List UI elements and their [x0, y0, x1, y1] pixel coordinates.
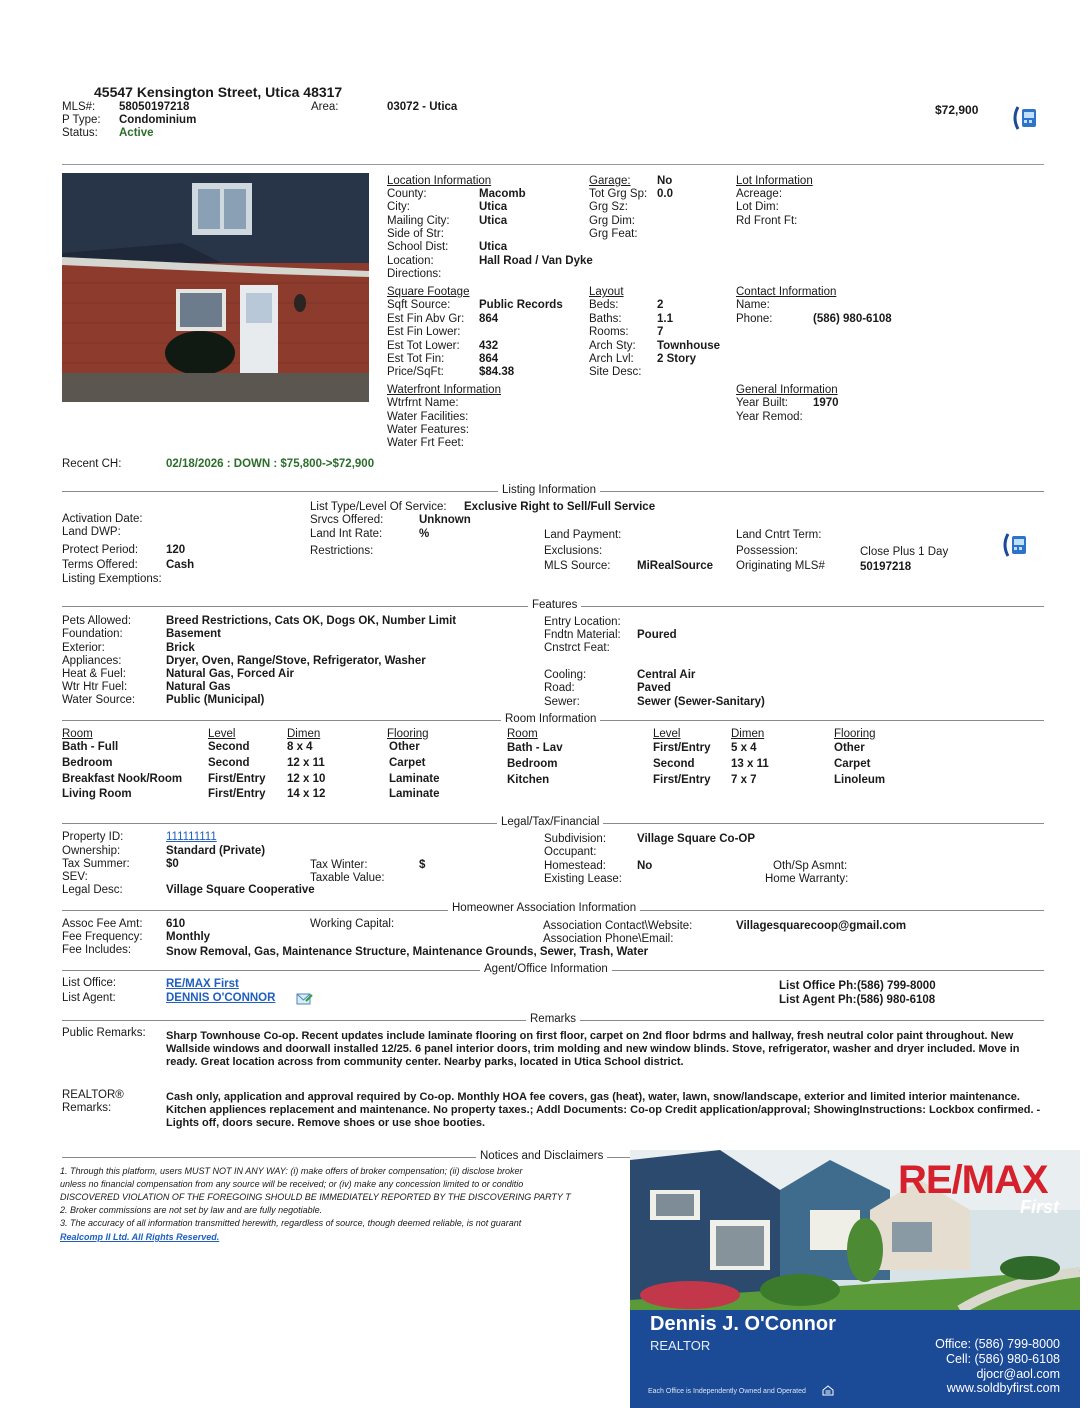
directions-label: Directions:	[387, 268, 442, 280]
land-payment-label: Land Payment:	[544, 529, 622, 541]
subdivision-value: Village Square Co-OP	[637, 833, 756, 845]
mailing-city-value: Utica	[479, 215, 508, 227]
wtr-htr-label: Wtr Htr Fuel:	[62, 681, 128, 693]
card-agent-name: Dennis J. O'Connor	[650, 1313, 836, 1335]
exterior-value: Brick	[166, 642, 195, 654]
mls-logo-icon	[1010, 103, 1040, 133]
recent-ch-label: Recent CH:	[62, 458, 122, 470]
appliances-value: Dryer, Oven, Range/Stove, Refrigerator, Washer	[166, 655, 426, 667]
assoc-contact-label: Association Contact\Website:	[543, 920, 693, 932]
wtr-htr-value: Natural Gas	[166, 681, 231, 693]
card-cell-phone: Cell: (586) 980-6108	[946, 1352, 1060, 1366]
water-source-label: Water Source:	[62, 694, 136, 706]
sewer-value: Sewer (Sewer-Sanitary)	[637, 696, 765, 708]
notice-line: 2. Broker commissions are not set by law and are fully negotiable.	[60, 1205, 323, 1215]
room-level: First/Entry	[653, 742, 711, 754]
room-dimen: 12 x 11	[287, 757, 325, 769]
card-website: www.soldbyfirst.com	[946, 1381, 1060, 1395]
terms-value: Cash	[166, 559, 195, 571]
price: $72,900	[935, 103, 979, 117]
room-name: Bath - Lav	[507, 742, 563, 754]
notices-section-title: Notices and Disclaimers	[476, 1150, 607, 1162]
side-of-str-label: Side of Str:	[387, 228, 444, 240]
notice-line: DISCOVERED VIOLATION OF THE FOREGOING SHOULD BE IMMEDIATELY REPORTED BY THE DISCOVERING PARTY T	[60, 1192, 571, 1202]
year-built-value: 1970	[813, 397, 839, 409]
land-cntrt-label: Land Cntrt Term:	[736, 529, 822, 541]
room-level: Second	[208, 757, 250, 769]
business-card	[630, 1150, 1080, 1408]
est-tot-lower-value: 432	[479, 340, 499, 352]
possession-label: Possession:	[736, 545, 799, 557]
room-flooring: Carpet	[389, 757, 426, 769]
lot-title: Lot Information	[736, 175, 813, 187]
room-name: Bath - Full	[62, 741, 119, 753]
mls-label: MLS#:	[62, 101, 96, 113]
level-header: Level	[208, 728, 236, 740]
ownership-label: Ownership:	[62, 845, 121, 857]
srvcs-label: Srvcs Offered:	[310, 514, 384, 526]
homestead-label: Homestead:	[544, 860, 607, 872]
srvcs-value: Unknown	[419, 514, 471, 526]
flooring-header-2: Flooring	[834, 728, 876, 740]
pets-value: Breed Restrictions, Cats OK, Dogs OK, Number Limit	[166, 615, 457, 627]
water-features-label: Water Features:	[387, 424, 470, 436]
room-header-2: Room	[507, 728, 538, 740]
area-value: 03072 - Utica	[387, 101, 458, 113]
road-value: Paved	[637, 682, 671, 694]
room-dimen: 13 x 11	[731, 758, 769, 770]
est-fin-lower-label: Est Fin Lower:	[387, 326, 461, 338]
taxable-value-label: Taxable Value:	[310, 872, 385, 884]
ownership-value: Standard (Private)	[166, 845, 266, 857]
room-level: First/Entry	[208, 773, 266, 785]
card-office-phone: Office: (586) 799-8000	[935, 1337, 1060, 1351]
room-flooring: Carpet	[834, 758, 871, 770]
appliances-label: Appliances:	[62, 655, 122, 667]
assoc-contact-value: Villagesquarecoop@gmail.com	[736, 920, 907, 932]
remarks-section-title: Remarks	[526, 1013, 580, 1025]
exterior-label: Exterior:	[62, 642, 105, 654]
realtor-remarks-text: Cash only, application and approval required by Co-op. Monthly HOA fee covers, gas (heat), water, lawn, snow/landscape, exterior and limited interior maintenance. Kitchen appliences replacement and maintenance. No property taxes.; Addl Documents: Co-op Credit application/approval; ShowingInstructions: Lockbox confirmed. - Lights off, doors secure. Remove shoes or use shoe booties.	[166, 1091, 1041, 1129]
site-desc-label: Site Desc:	[589, 366, 642, 378]
heat-fuel-label: Heat & Fuel:	[62, 668, 126, 680]
room-dimen: 5 x 4	[731, 742, 757, 754]
tot-grg-label: Tot Grg Sp:	[589, 188, 648, 200]
fndtn-material-label: Fndtn Material:	[544, 629, 621, 641]
public-remarks-label: Public Remarks:	[62, 1027, 146, 1039]
price-sqft-value: $84.38	[479, 366, 515, 378]
garage-label: Garage:	[589, 175, 631, 187]
tax-summer-label: Tax Summer:	[62, 858, 130, 870]
legal-desc-value: Village Square Cooperative	[166, 884, 315, 896]
exemptions-label: Listing Exemptions:	[62, 573, 162, 585]
land-int-rate-value: %	[419, 528, 430, 540]
room-dimen: 7 x 7	[731, 774, 757, 786]
arch-sty-label: Arch Sty:	[589, 340, 636, 352]
tax-summer-value: $0	[166, 858, 179, 870]
assoc-fee-label: Assoc Fee Amt:	[62, 918, 143, 930]
realtor-remarks-label: REALTOR® Remarks:	[62, 1089, 124, 1114]
exclusions-label: Exclusions:	[544, 545, 603, 557]
room-dimen: 14 x 12	[287, 788, 326, 800]
water-frt-feet-label: Water Frt Feet:	[387, 437, 464, 449]
general-title: General Information	[736, 384, 838, 396]
room-level: Second	[208, 741, 250, 753]
room-name: Bedroom	[62, 757, 113, 769]
tax-winter-label: Tax Winter:	[310, 859, 368, 871]
list-office-label: List Office:	[62, 977, 117, 989]
mls-logo-icon-2	[1000, 530, 1030, 560]
dimen-header-2: Dimen	[731, 728, 765, 740]
card-footer-text: Each Office is Independently Owned and Operated	[648, 1388, 806, 1395]
working-capital-label: Working Capital:	[310, 918, 395, 930]
school-dist-value: Utica	[479, 241, 508, 253]
copyright-link[interactable]: Realcomp II Ltd. All Rights Reserved.	[60, 1232, 220, 1242]
header-divider	[62, 164, 1044, 165]
sqft-source-value: Public Records	[479, 299, 563, 311]
originating-mls-label: Originating MLS#	[736, 560, 825, 572]
grg-sz-label: Grg Sz:	[589, 201, 628, 213]
occupant-label: Occupant:	[544, 846, 597, 858]
status-value: Active	[119, 127, 154, 139]
public-remarks-text: Sharp Townhouse Co-op. Recent updates include laminate flooring on first floor, carpet on 2nd floor bdrms and hallway, fresh neutral color paint throughout. New Wallside windows and doorwall installed 12/25. 6 panel interior doors, trim molding and new window blinds. Stove, refrigerator, washer and dryer included. Move in ready. Great location across from community center. Nearby parks, located in Utica School district.	[166, 1030, 1020, 1068]
agent-phone: List Agent Ph:(586) 980-6108	[779, 994, 936, 1006]
water-facilities-label: Water Facilities:	[387, 411, 469, 423]
notices-block	[60, 1165, 628, 1255]
notice-line: unless no financial compensation from any source will be received; or (iv) make any concession limited to or conditio	[60, 1179, 524, 1189]
restrictions-label: Restrictions:	[310, 545, 374, 557]
list-office-link[interactable]: RE/MAX First	[166, 978, 239, 990]
school-dist-label: School Dist:	[387, 241, 449, 253]
activation-label: Activation Date:	[62, 513, 143, 525]
assoc-phone-label: Association Phone\Email:	[543, 933, 674, 945]
est-tot-lower-label: Est Tot Lower:	[387, 340, 460, 352]
county-label: County:	[387, 188, 427, 200]
home-warranty-label: Home Warranty:	[765, 873, 849, 885]
cooling-label: Cooling:	[544, 669, 587, 681]
road-label: Road:	[544, 682, 575, 694]
contact-title: Contact Information	[736, 286, 837, 298]
year-built-label: Year Built:	[736, 397, 788, 409]
room-name: Breakfast Nook/Room	[62, 773, 183, 785]
location-value: Hall Road / Van Dyke	[479, 255, 593, 267]
cnstrct-feat-label: Cnstrct Feat:	[544, 642, 610, 654]
waterfront-title: Waterfront Information	[387, 384, 501, 396]
arch-lvl-label: Arch Lvl:	[589, 353, 634, 365]
fee-frequency-label: Fee Frequency:	[62, 931, 143, 943]
homestead-value: No	[637, 860, 653, 872]
room-flooring: Laminate	[389, 788, 440, 800]
water-source-value: Public (Municipal)	[166, 694, 265, 706]
contact-phone-value: (586) 980-6108	[813, 313, 892, 325]
lot-dim-label: Lot Dim:	[736, 201, 779, 213]
est-tot-fin-value: 864	[479, 353, 499, 365]
list-type-value: Exclusive Right to Sell/Full Service	[464, 501, 656, 513]
card-email: djocr@aol.com	[976, 1367, 1060, 1381]
location-label: Location:	[387, 255, 434, 267]
agent-section-title: Agent/Office Information	[480, 963, 612, 975]
list-agent-label: List Agent:	[62, 992, 116, 1004]
room-name: Kitchen	[507, 774, 550, 786]
est-tot-fin-label: Est Tot Fin:	[387, 353, 445, 365]
assoc-fee-value: 610	[166, 918, 186, 930]
sev-label: SEV:	[62, 871, 88, 883]
grg-feat-label: Grg Feat:	[589, 228, 638, 240]
room-flooring: Linoleum	[834, 774, 886, 786]
garage-value: No	[657, 175, 673, 187]
rooms-value: 7	[657, 326, 664, 338]
tax-winter-value: $	[419, 859, 426, 871]
room-dimen: 8 x 4	[287, 741, 313, 753]
card-agent-role: REALTOR	[650, 1338, 711, 1353]
acreage-label: Acreage:	[736, 188, 783, 200]
listing-address: 45547 Kensington Street, Utica 48317	[94, 84, 343, 100]
fee-includes-value: Snow Removal, Gas, Maintenance Structure, Maintenance Grounds, Sewer, Trash, Water	[166, 946, 649, 958]
baths-label: Baths:	[589, 313, 622, 325]
foundation-label: Foundation:	[62, 628, 123, 640]
room-name: Bedroom	[507, 758, 558, 770]
ptype-value: Condominium	[119, 114, 197, 126]
mailing-city-label: Mailing City:	[387, 215, 450, 227]
listing-section-title: Listing Information	[498, 484, 600, 496]
sewer-label: Sewer:	[544, 696, 580, 708]
city-label: City:	[387, 201, 410, 213]
subdivision-label: Subdivision:	[544, 833, 607, 845]
possession-value: Close Plus 1 Day	[860, 546, 949, 558]
room-level: Second	[653, 758, 695, 770]
property-photo	[62, 173, 369, 402]
equal-housing-icon	[822, 1385, 834, 1396]
price-sqft-label: Price/SqFt:	[387, 366, 444, 378]
city-value: Utica	[479, 201, 508, 213]
wtrfrnt-name-label: Wtrfrnt Name:	[387, 397, 459, 409]
mls-value: 58050197218	[119, 101, 190, 113]
area-label: Area:	[311, 101, 339, 113]
dimen-header: Dimen	[287, 728, 321, 740]
rooms-label: Rooms:	[589, 326, 629, 338]
ptype-label: P Type:	[62, 114, 101, 126]
beds-value: 2	[657, 299, 664, 311]
fee-includes-label: Fee Includes:	[62, 944, 132, 956]
cooling-value: Central Air	[637, 669, 696, 681]
mls-source-label: MLS Source:	[544, 560, 611, 572]
property-id-label: Property ID:	[62, 831, 124, 843]
existing-lease-label: Existing Lease:	[544, 873, 622, 885]
entry-location-label: Entry Location:	[544, 616, 621, 628]
fndtn-material-value: Poured	[637, 629, 677, 641]
baths-value: 1.1	[657, 313, 673, 325]
beds-label: Beds:	[589, 299, 619, 311]
legal-desc-label: Legal Desc:	[62, 884, 123, 896]
legal-section-title: Legal/Tax/Financial	[497, 816, 603, 828]
hoa-section-title: Homeowner Association Information	[448, 902, 640, 914]
mls-source-value: MiRealSource	[637, 560, 714, 572]
tot-grg-value: 0.0	[657, 188, 673, 200]
contact-name-label: Name:	[736, 299, 770, 311]
room-name: Living Room	[62, 788, 132, 800]
protect-label: Protect Period:	[62, 544, 139, 556]
land-int-rate-label: Land Int Rate:	[310, 528, 383, 540]
arch-lvl-value: 2 Story	[657, 353, 696, 365]
county-value: Macomb	[479, 188, 526, 200]
room-dimen: 12 x 10	[287, 773, 326, 785]
room-level: First/Entry	[208, 788, 266, 800]
room-flooring: Other	[834, 742, 865, 754]
notice-line: 3. The accuracy of all information transmitted herewith, regardless of source, though deemed reliable, is not guarant	[60, 1218, 522, 1228]
recent-ch-value: 02/18/2026 : DOWN : $75,800->$72,900	[166, 458, 375, 470]
terms-label: Terms Offered:	[62, 559, 138, 571]
room-flooring: Laminate	[389, 773, 440, 785]
status-label: Status:	[62, 127, 98, 139]
foundation-value: Basement	[166, 628, 221, 640]
features-section-title: Features	[528, 599, 581, 611]
protect-value: 120	[166, 544, 186, 556]
est-fin-abv-value: 864	[479, 313, 499, 325]
sqft-source-label: Sqft Source:	[387, 299, 451, 311]
email-agent-icon[interactable]	[296, 991, 314, 1006]
flooring-header: Flooring	[387, 728, 429, 740]
rd-front-label: Rd Front Ft:	[736, 215, 798, 227]
location-title: Location Information	[387, 175, 492, 187]
contact-phone-label: Phone:	[736, 313, 773, 325]
room-header: Room	[62, 728, 93, 740]
grg-dim-label: Grg Dim:	[589, 215, 635, 227]
heat-fuel-value: Natural Gas, Forced Air	[166, 668, 295, 680]
land-dwp-label: Land DWP:	[62, 526, 121, 538]
property-id-link[interactable]: 111111111	[166, 831, 217, 843]
rooms-section-title: Room Information	[501, 713, 600, 725]
layout-title: Layout	[589, 286, 624, 298]
room-flooring: Other	[389, 741, 420, 753]
fee-frequency-value: Monthly	[166, 931, 211, 943]
remax-logo-text: RE/MAX	[898, 1158, 1048, 1202]
remax-logo-sub: First	[1020, 1197, 1060, 1217]
sqft-title: Square Footage	[387, 286, 470, 298]
room-level: First/Entry	[653, 774, 711, 786]
list-agent-link[interactable]: DENNIS O'CONNOR	[166, 992, 276, 1004]
notice-line: 1. Through this platform, users MUST NOT IN ANY WAY: (i) make offers of broker compensation; (ii) disclose broker	[60, 1166, 523, 1176]
originating-mls-value: 50197218	[860, 561, 912, 573]
office-phone: List Office Ph:(586) 799-8000	[779, 980, 936, 992]
arch-sty-value: Townhouse	[657, 340, 721, 352]
pets-label: Pets Allowed:	[62, 615, 132, 627]
year-remod-label: Year Remod:	[736, 411, 803, 423]
est-fin-abv-label: Est Fin Abv Gr:	[387, 313, 465, 325]
list-type-label: List Type/Level Of Service:	[310, 501, 447, 513]
level-header-2: Level	[653, 728, 681, 740]
oth-sp-label: Oth/Sp Asmnt:	[773, 860, 848, 872]
